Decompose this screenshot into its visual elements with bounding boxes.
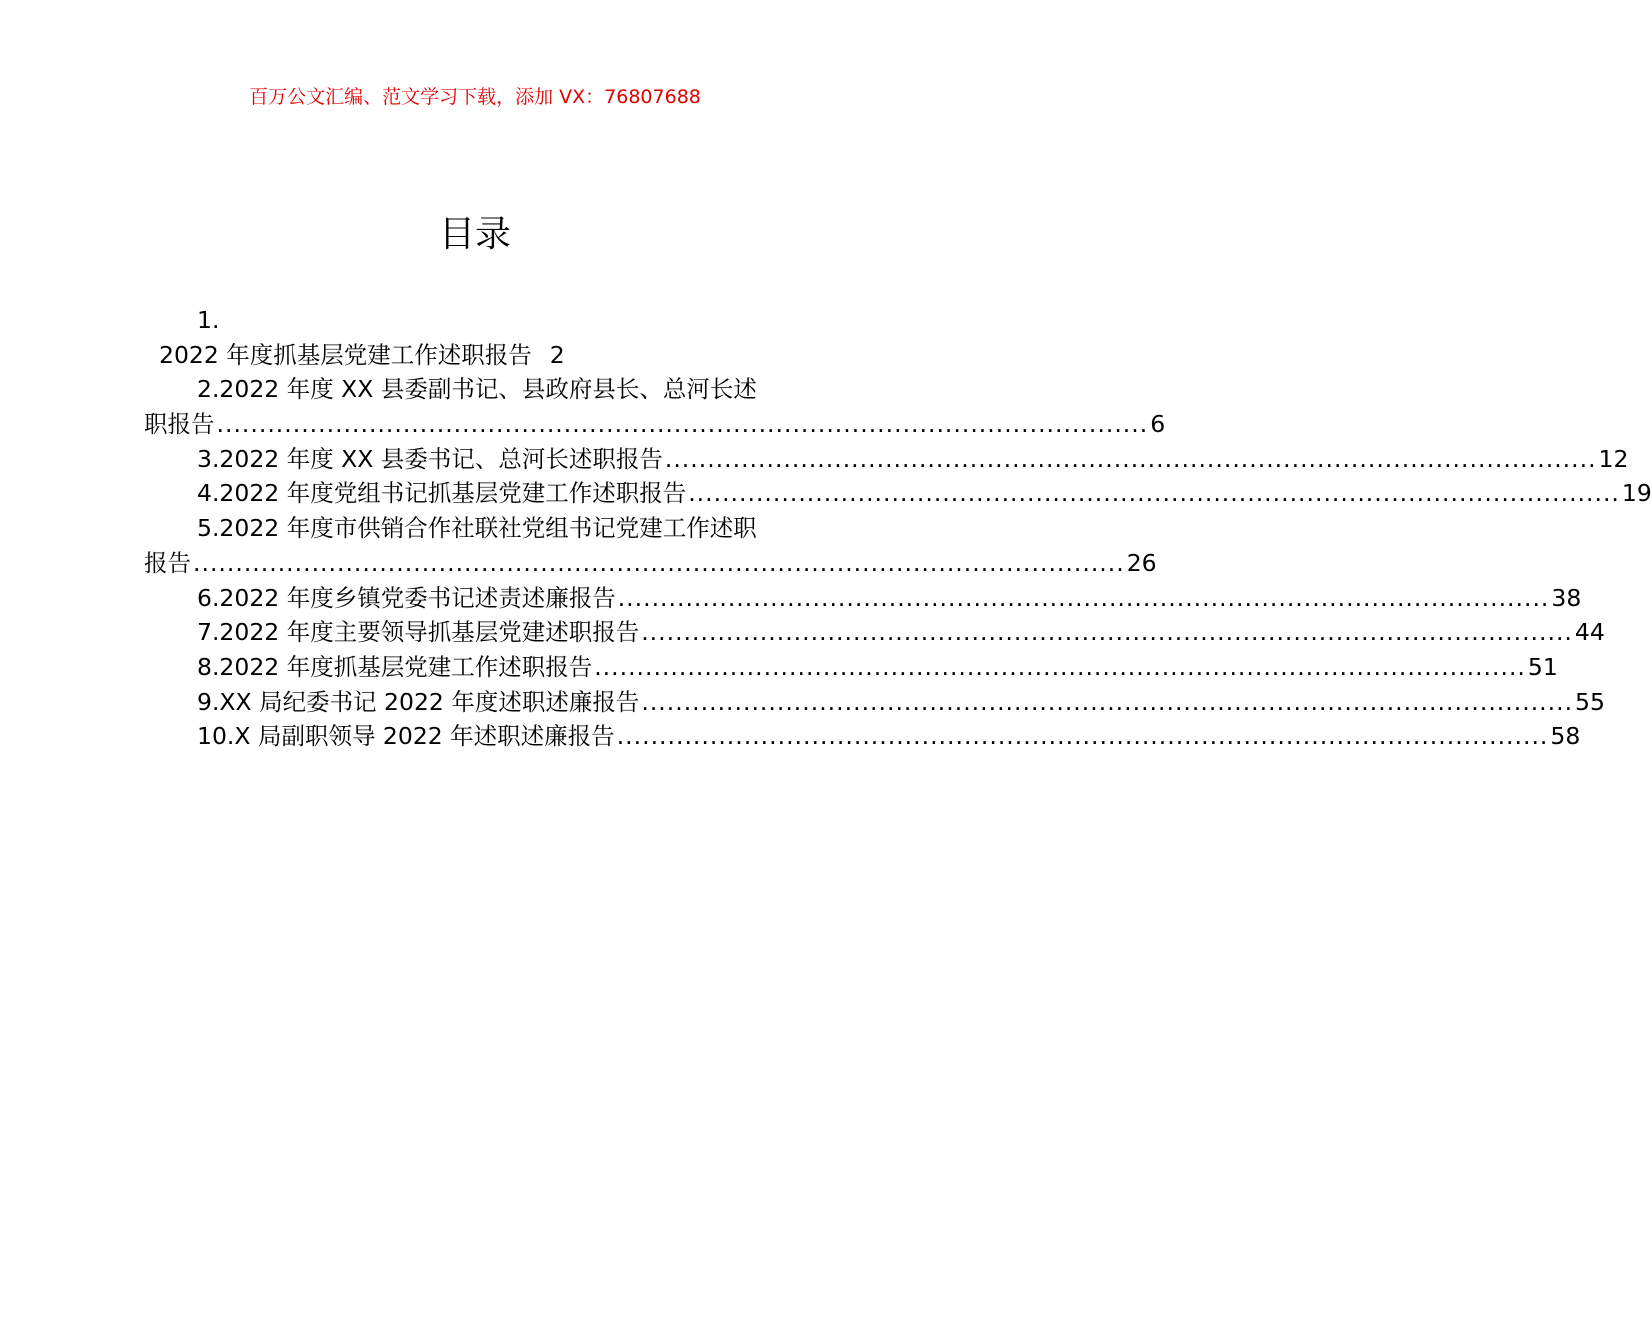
dot-leader: .............................................................................................................. bbox=[688, 479, 1620, 508]
table-of-contents bbox=[144, 303, 1652, 754]
toc-entry-3-page: 12 bbox=[1598, 444, 1629, 473]
toc-entry-10-page: 58 bbox=[1550, 722, 1581, 751]
toc-entry-5-row2[interactable] bbox=[144, 546, 1157, 581]
toc-entry-5-line1: 5.2022 年度市供销合作社联社党组书记党建工作述职 bbox=[197, 514, 757, 543]
toc-entry-6-text: 6.2022 年度乡镇党委书记述责述廉报告 bbox=[197, 583, 616, 612]
toc-entry-9[interactable] bbox=[144, 685, 1605, 720]
toc-entry-3-text: 3.2022 年度 XX 县委书记、总河长述职报告 bbox=[197, 444, 663, 473]
toc-entry-7-page: 44 bbox=[1574, 618, 1605, 647]
dot-leader: .............................................................................................................. bbox=[616, 722, 1549, 751]
toc-entry-2-line1: 2.2022 年度 XX 县委副书记、县政府县长、总河长述 bbox=[197, 375, 757, 404]
toc-entry-5-line2: 报告 bbox=[144, 548, 191, 577]
toc-entry-7-text: 7.2022 年度主要领导抓基层党建述职报告 bbox=[197, 618, 640, 647]
toc-entry-1-line2: 2022 年度抓基层党建工作述职报告 bbox=[159, 340, 532, 369]
toc-entry-4[interactable] bbox=[144, 476, 1652, 511]
toc-entry-4-text: 4.2022 年度党组书记抓基层党建工作述职报告 bbox=[197, 479, 687, 508]
toc-entry-1-number[interactable] bbox=[144, 303, 806, 338]
toc-entry-1-title-row[interactable] bbox=[144, 338, 806, 373]
toc-entry-9-page: 55 bbox=[1575, 687, 1605, 716]
toc-entry-10-text: 10.X 局副职领导 2022 年述职述廉报告 bbox=[197, 722, 615, 751]
toc-entry-8-text: 8.2022 年度抓基层党建工作述职报告 bbox=[197, 652, 593, 681]
dot-leader: .............................................................................................................. bbox=[193, 548, 1125, 577]
toc-entry-8-page: 51 bbox=[1527, 652, 1558, 681]
toc-entry-2-page: 6 bbox=[1150, 410, 1166, 439]
page-title: 目录 bbox=[438, 214, 511, 255]
toc-entry-9-text: 9.XX 局纪委书记 2022 年度述职述廉报告 bbox=[197, 687, 640, 716]
toc-entry-5-row1[interactable] bbox=[144, 511, 806, 546]
toc-entry-6-page: 38 bbox=[1551, 583, 1582, 612]
toc-entry-3[interactable] bbox=[144, 442, 1629, 477]
toc-entry-5-page: 26 bbox=[1126, 548, 1157, 577]
header-banner: 百万公文汇编、范文学习下载，添加 VX：76807688 bbox=[249, 86, 701, 108]
toc-entry-1-page: 2 bbox=[549, 340, 565, 369]
toc-entry-4-page: 19 bbox=[1621, 479, 1652, 508]
toc-entry-6[interactable] bbox=[144, 581, 1582, 616]
dot-leader: .............................................................................................................. bbox=[617, 583, 1550, 612]
toc-entry-7[interactable] bbox=[144, 615, 1605, 650]
dot-leader: .............................................................................................................. bbox=[641, 618, 1573, 647]
toc-entry-2-line2: 职报告 bbox=[144, 410, 215, 439]
dot-leader: .............................................................................................................. bbox=[216, 410, 1149, 439]
toc-entry-2-row2[interactable] bbox=[144, 407, 1166, 442]
dot-leader: .............................................................................................................. bbox=[641, 687, 1574, 716]
toc-entry-10[interactable] bbox=[144, 719, 1581, 754]
toc-entry-1-line1: 1. bbox=[197, 306, 220, 334]
toc-entry-8[interactable] bbox=[144, 650, 1558, 685]
toc-entry-2-row1[interactable] bbox=[144, 372, 806, 407]
dot-leader: .............................................................................................................. bbox=[594, 652, 1526, 681]
dot-leader: .............................................................................................................. bbox=[664, 444, 1597, 473]
